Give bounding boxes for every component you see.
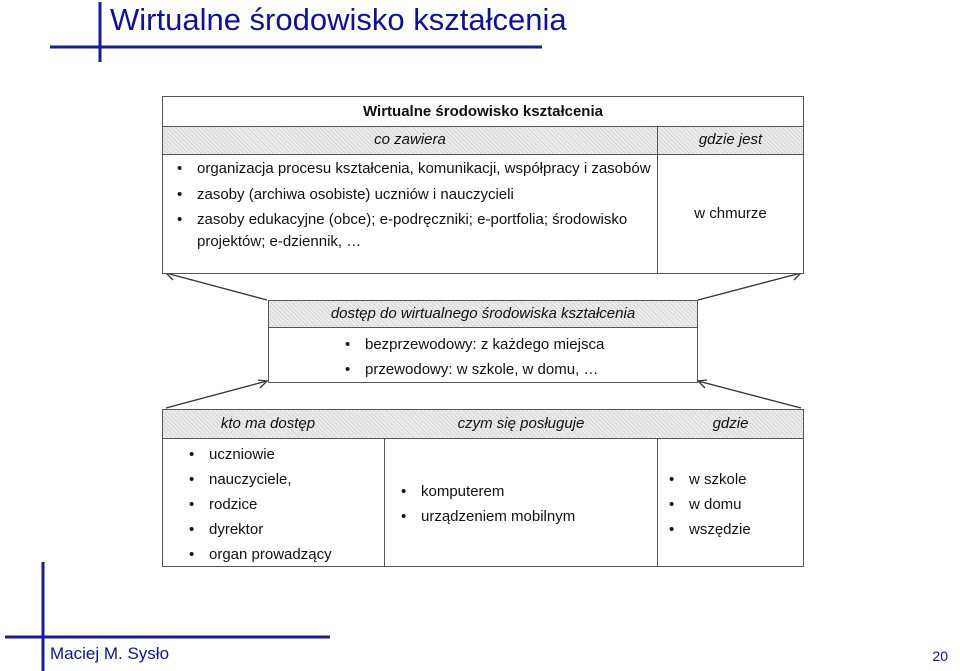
top-box-contents-list xyxy=(171,158,651,253)
top-box-col2-header: gdzie jest xyxy=(698,131,763,148)
list-item: • zasoby (archiwa osobiste) uczniów i nauczycieli xyxy=(171,184,651,206)
arrow-bottom-to-middle-right xyxy=(698,381,801,408)
arrow-middle-to-top-left xyxy=(166,273,267,300)
bottom-box-col1-header: kto ma dostęp xyxy=(220,415,316,432)
list-item: • bezprzewodowy: z każdego miejsca xyxy=(339,332,689,357)
bottom-box-col3-header: gdzie xyxy=(712,415,749,432)
list-item: • wszędzie xyxy=(663,517,798,542)
author-name: Maciej M. Sysło xyxy=(50,644,170,663)
top-box-title: Wirtualne środowisko kształcenia xyxy=(363,103,603,120)
list-item: • uczniowie xyxy=(183,442,378,467)
bottom-box-col2-header: czym się posługuje xyxy=(457,415,585,432)
list-item: • w szkole xyxy=(663,467,798,492)
bottom-box xyxy=(162,409,804,567)
top-box-col1-header: co zawiera xyxy=(374,131,446,148)
page-number: 20 xyxy=(932,648,948,664)
where-list xyxy=(663,467,798,542)
arrow-bottom-to-middle-left xyxy=(166,381,267,408)
list-item: • komputerem xyxy=(395,479,650,504)
list-item: • nauczyciele, xyxy=(183,467,378,492)
tools-list xyxy=(395,479,650,529)
list-item: • urządzeniem mobilnym xyxy=(395,504,650,529)
bottom-box-divider-2 xyxy=(657,438,658,566)
list-item: • dyrektor xyxy=(183,517,378,542)
list-item: • przewodowy: w szkole, w domu, … xyxy=(339,357,689,382)
list-item: • w domu xyxy=(663,492,798,517)
slide-title: Wirtualne środowisko kształcenia xyxy=(110,2,567,37)
bottom-box-divider-1 xyxy=(384,438,385,566)
list-item: • rodzice xyxy=(183,492,378,517)
list-item: • organ prowadzący xyxy=(183,542,378,567)
middle-box-access-list xyxy=(339,332,689,382)
middle-box-header: dostęp do wirtualnego środowiska kształcenia xyxy=(330,305,636,322)
list-item: • organizacja procesu kształcenia, komunikacji, współpracy i zasobów xyxy=(171,158,651,180)
top-box-location: w chmurze xyxy=(694,205,767,222)
middle-box xyxy=(268,300,698,383)
who-has-access-list xyxy=(183,442,378,567)
arrow-middle-to-top-right xyxy=(698,273,801,300)
top-box-divider xyxy=(657,126,658,273)
list-item: • zasoby edukacyjne (obce); e-podręczniki; e-portfolia; środowisko projektów; e-dziennik, … xyxy=(171,209,651,253)
top-box xyxy=(162,96,804,274)
